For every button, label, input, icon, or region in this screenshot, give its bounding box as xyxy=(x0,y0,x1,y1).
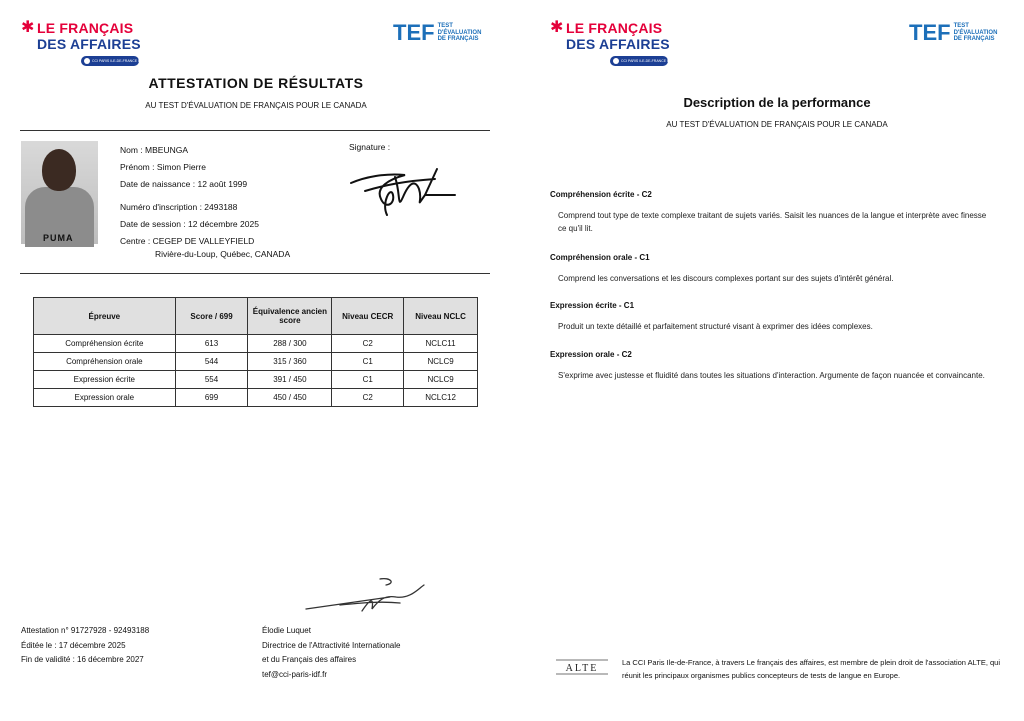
skill-heading: Compréhension écrite - C2 xyxy=(550,190,652,199)
tef-logo: TEF TEST D'ÉVALUATION DE FRANÇAIS xyxy=(909,20,998,45)
skill-heading: Expression orale - C2 xyxy=(550,350,632,359)
cci-icon xyxy=(84,58,90,64)
page-title: ATTESTATION DE RÉSULTATS xyxy=(148,75,364,91)
signer-email: tef@cci-paris-idf.fr xyxy=(262,669,328,679)
cci-badge: CCI PARIS ILE-DE-FRANCE ÉDUCATION xyxy=(610,56,668,66)
skill-heading: Expression écrite - C1 xyxy=(550,301,635,310)
cci-badge: CCI PARIS ILE-DE-FRANCE ÉDUCATION xyxy=(81,56,139,66)
column-header: Score / 699 xyxy=(175,298,248,335)
svg-text:ALTE: ALTE xyxy=(565,663,599,674)
signer-role: et du Français des affaires xyxy=(262,655,357,664)
skill-description: S'exprime avec justesse et fluidité dans toutes les situations d'interaction. Argumente de façon nuancée et convaincante. xyxy=(558,371,985,380)
skill-heading: Compréhension orale - C1 xyxy=(550,253,650,262)
alte-logo xyxy=(554,654,610,678)
page-subtitle: AU TEST D'ÉVALUATION DE FRANÇAIS POUR LE CANADA xyxy=(666,120,888,129)
signature-label: Signature : xyxy=(349,142,391,152)
divider xyxy=(20,273,490,274)
page-title: Description de la performance xyxy=(683,95,871,110)
asterisk-icon: ✱ xyxy=(21,19,35,36)
candidate-birthdate: Date de naissance : 12 août 1999 xyxy=(120,179,248,189)
skill-description: Comprend tout type de texte complexe traitant de sujets variés. Saisit les nuances de la langue et interprète avec finesse ce qu'il lit. xyxy=(558,211,987,233)
tef-logo: TEF TEST D'ÉVALUATION DE FRANÇAIS xyxy=(393,20,482,45)
performance-page xyxy=(512,0,1024,721)
le-francais-des-affaires-logo: ✱ LE FRANÇAIS DES AFFAIRES CCI PARIS ILE-DE-FRANCE ÉDUCATION xyxy=(21,20,151,66)
table-header-row xyxy=(34,298,478,335)
page-subtitle: AU TEST D'ÉVALUATION DE FRANÇAIS POUR LE CANADA xyxy=(145,101,367,110)
edition-date: Éditée le : 17 décembre 2025 xyxy=(21,640,126,650)
director-signature xyxy=(300,575,430,620)
asterisk-icon: ✱ xyxy=(550,19,564,36)
table-row: Expression écrite 554 391 / 450 C1 NCLC9 xyxy=(34,371,478,389)
table-row: Compréhension orale 544 315 / 360 C1 NCLC9 xyxy=(34,353,478,371)
column-header: Équivalence ancien score xyxy=(248,298,332,335)
signer-name: Élodie Luquet xyxy=(262,626,311,635)
test-center: Centre : CEGEP DE VALLEYFIELD xyxy=(120,236,255,246)
results-table xyxy=(33,297,478,407)
cci-icon xyxy=(613,58,619,64)
candidate-registration: Numéro d'inscription : 2493188 xyxy=(120,202,238,212)
column-header: Épreuve xyxy=(34,298,176,335)
validity-date: Fin de validité : 16 décembre 2027 xyxy=(21,655,144,664)
alte-membership-note: La CCI Paris Ile-de-France, à travers Le français des affaires, est membre de plein droit de l'association ALTE, qui réunit les principaux organismes publics concepteurs de tests de langue en Europe. xyxy=(622,658,1000,680)
column-header: Niveau CECR xyxy=(332,298,404,335)
signer-role: Directrice de l'Attractivité Internationale xyxy=(262,640,401,650)
candidate-signature xyxy=(345,155,463,225)
session-date: Date de session : 12 décembre 2025 xyxy=(120,219,259,229)
table-row: Expression orale 699 450 / 450 C2 NCLC12 xyxy=(34,389,478,407)
candidate-prenom: Prénom : Simon Pierre xyxy=(120,162,206,172)
divider xyxy=(20,130,490,131)
skill-description: Produit un texte détaillé et parfaitement structuré visant à exprimer des idées complexes. xyxy=(558,322,873,331)
skill-description: Comprend les conversations et les discours complexes portant sur des sujets d'intérêt général. xyxy=(558,274,894,283)
attestation-number: Attestation n° 91727928 - 92493188 xyxy=(21,626,150,635)
signer-info xyxy=(262,624,400,682)
column-header: Niveau NCLC xyxy=(404,298,478,335)
table-row: Compréhension écrite 613 288 / 300 C2 NCLC11 xyxy=(34,335,478,353)
candidate-photo: PUMA xyxy=(21,141,98,244)
candidate-nom: Nom : MBEUNGA xyxy=(120,145,189,155)
le-francais-des-affaires-logo: ✱ LE FRANÇAIS DES AFFAIRES CCI PARIS ILE-DE-FRANCE ÉDUCATION xyxy=(550,20,680,66)
test-center-location: Rivière-du-Loup, Québec, CANADA xyxy=(155,249,291,259)
attestation-info xyxy=(21,624,149,668)
